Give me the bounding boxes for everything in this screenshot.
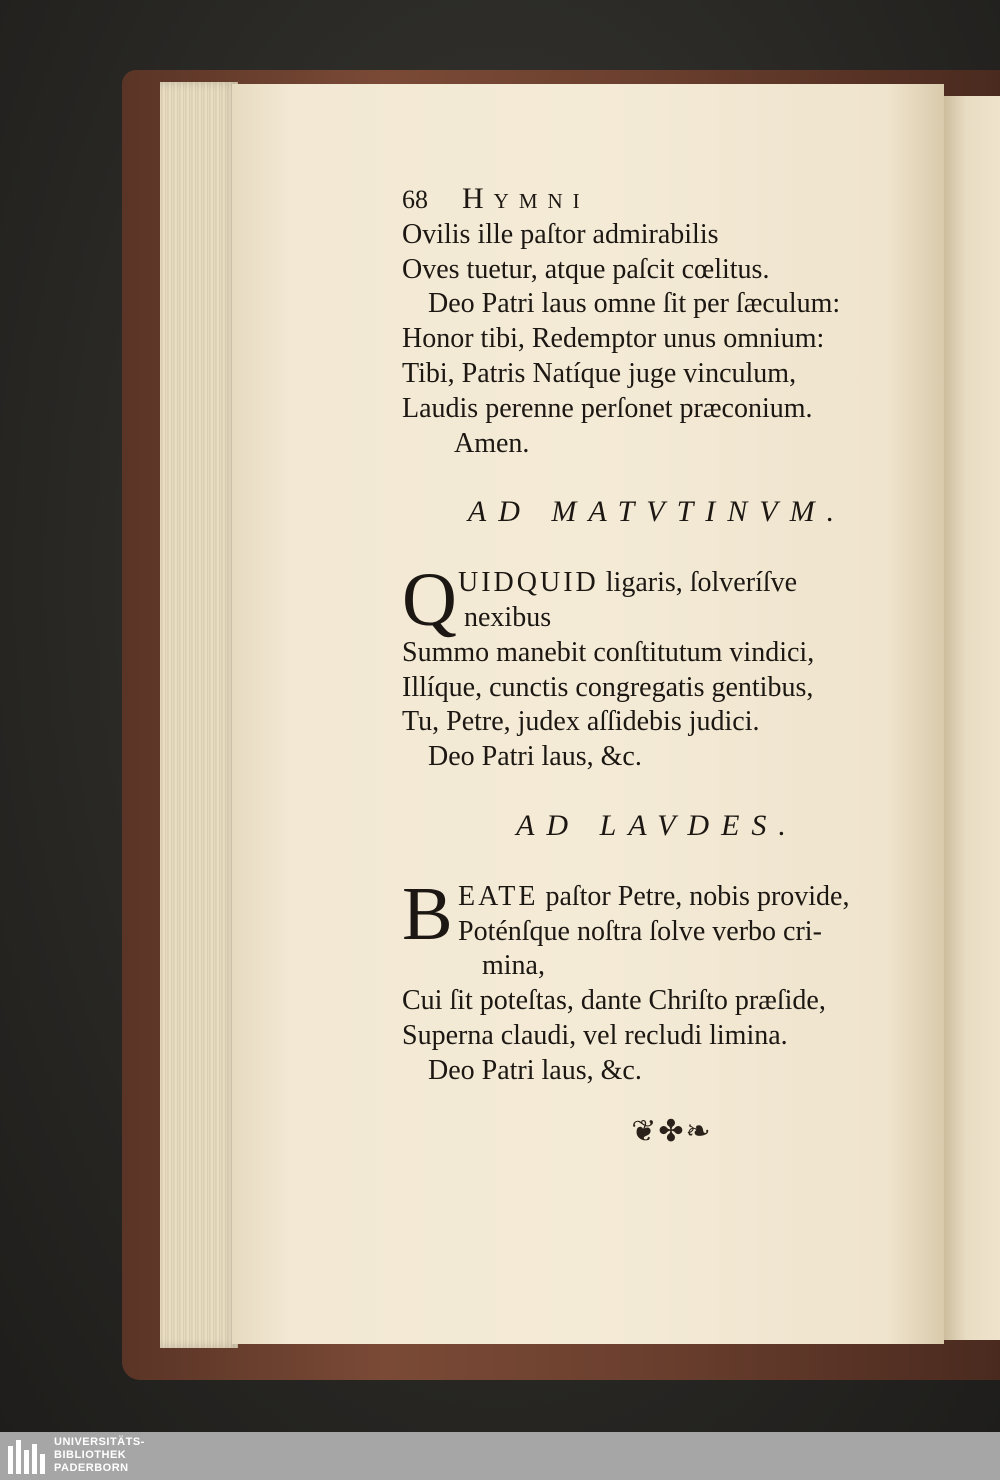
verse-line: Honor tibi, Redemptor unus omnium: <box>402 323 825 355</box>
page-edges <box>160 82 238 1348</box>
verse-line: mina, <box>482 950 545 982</box>
first-line-rest: ligaris, ſolveríſve <box>605 567 798 599</box>
first-line-rest: paſtor Petre, nobis provide, <box>545 880 850 912</box>
doxology: Deo Patri laus, &c. <box>428 1054 642 1086</box>
verses-top <box>402 218 912 462</box>
first-word: EATE <box>458 880 539 912</box>
verse-line: Tibi, Patris Natíque juge vinculum, <box>402 357 797 389</box>
verse-line: Summo manebit conſtitutum vindici, <box>402 636 815 668</box>
verse-line: Superna claudi, vel recludi limina. <box>402 1019 788 1051</box>
hymn-laudes <box>402 871 912 1089</box>
running-title: Hymni <box>462 182 590 215</box>
library-footer <box>0 1432 1000 1480</box>
library-name <box>54 1436 145 1475</box>
dropcap-row <box>402 558 912 643</box>
verse-line: nexibus <box>464 601 552 633</box>
verse-line: Deo Patri laus omne ſit per ſæculum: <box>428 288 841 320</box>
verse-line <box>458 566 797 601</box>
verse-line: Illíque, cunctis congregatis gentibus, <box>402 671 814 703</box>
dropcap-lines <box>458 880 850 950</box>
drop-capital: B <box>402 871 453 956</box>
verse-line: Laudis perenne perſonet præconium. <box>402 392 813 424</box>
library-name-line: BIBLIOTHEK <box>54 1449 127 1461</box>
section-heading-laudes: AD LAVDES. <box>516 808 798 842</box>
doxology: Deo Patri laus, &c. <box>428 741 642 773</box>
verse-line: Poténſque noſtra ſolve verbo cri- <box>458 915 822 947</box>
page-text <box>402 182 912 1149</box>
verse-line: Ovilis ille paſtor admirabilis <box>402 218 719 250</box>
verse-line: Cui ſit poteſtas, dante Chriſto præſide, <box>402 985 826 1017</box>
verse-line <box>458 880 850 915</box>
dropcap-row <box>402 871 912 956</box>
library-logo-icon <box>8 1438 48 1474</box>
page-header <box>402 182 912 218</box>
library-name-line: UNIVERSITÄTS- <box>54 1436 145 1448</box>
section-heading-matutinum: AD MATVTINVM. <box>467 495 847 529</box>
verse-line: Tu, Petre, judex aſſidebis judici. <box>402 706 760 738</box>
hymn-matutinum <box>402 558 912 775</box>
verse-line: Amen. <box>454 427 530 459</box>
drop-capital: Q <box>402 558 457 643</box>
printer-ornament: ❦✤❧ <box>631 1114 713 1148</box>
first-word: UIDQUID <box>458 567 599 599</box>
verse-line: Oves tuetur, atque paſcit cœlitus. <box>402 253 770 285</box>
page-number: 68 <box>402 185 428 214</box>
facing-page-edge <box>944 96 1000 1340</box>
dropcap-lines <box>458 566 797 636</box>
library-name-line: PADERBORN <box>54 1462 129 1474</box>
